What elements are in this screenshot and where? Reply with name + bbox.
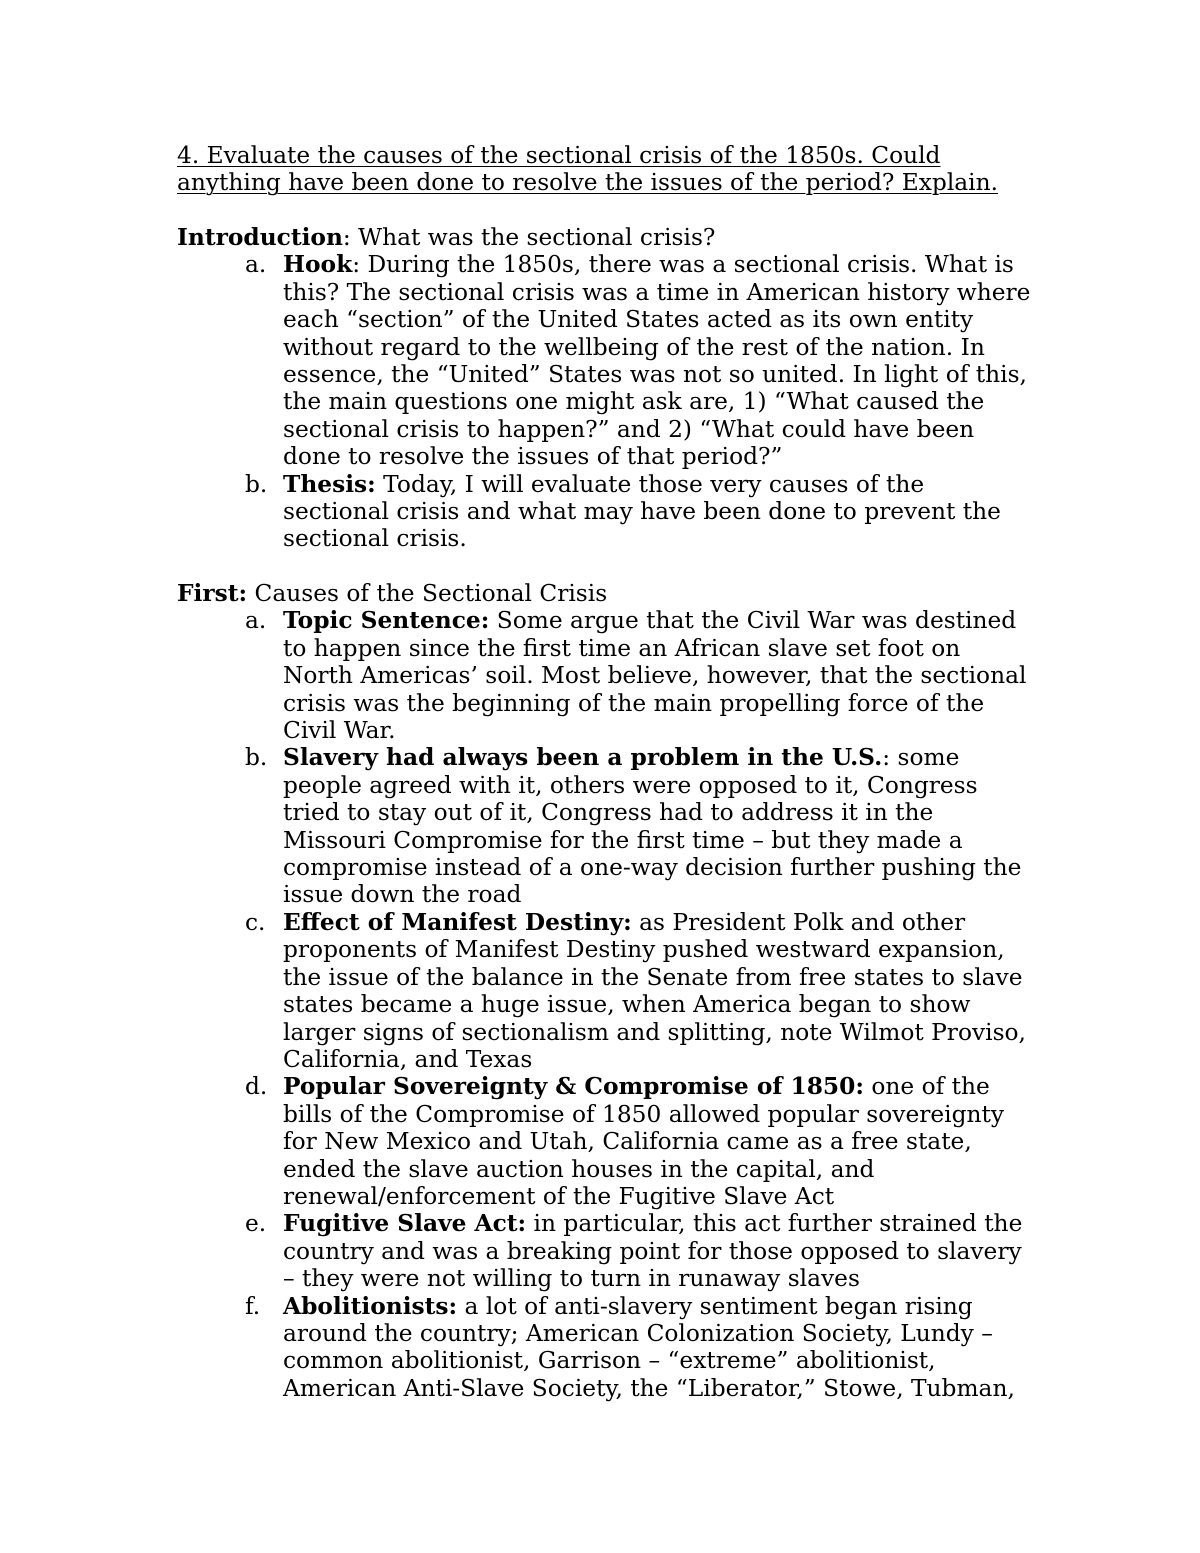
outline-list xyxy=(177,251,1037,552)
item-label: Thesis: xyxy=(283,470,376,498)
item-text: as President Polk and other proponents of Manifest Destiny pushed westward expansion, the issue of the balance in the Senate from free states to slave states became a huge issue, when America began to show larger signs of sectionalism and splitting, note Wilmot Proviso, California, and Texas xyxy=(283,908,1026,1073)
item-label: Slavery had always been a problem in the U.S. xyxy=(283,744,883,772)
item-text: : some people agreed with it, others were opposed to it, Congress tried to stay out of it, Congress had to address it in the Missouri Compromise for the first time – but they made a compromise instead of a one-way decision further pushing the issue down the road xyxy=(283,744,1022,909)
item-label: Abolitionists: xyxy=(283,1292,458,1320)
list-marker: a. xyxy=(245,607,267,635)
list-marker: d. xyxy=(245,1073,268,1101)
list-item xyxy=(177,1210,1037,1292)
section-introduction xyxy=(177,224,1037,553)
item-text: : During the 1850s, there was a sectional crisis. What is this? The sectional crisis was a time in American history where each “section” of the United States acted as its own entity without regard to the wellbeing of the rest of the nation. In essence, the “United” States was not so united. In light of this, the main questions one might ask are, 1) “What caused the sectional crisis to happen?” and 2) “What could have been done to resolve the issues of that period?” xyxy=(283,251,1031,471)
section-heading xyxy=(177,580,1037,607)
list-item-body xyxy=(283,744,1037,908)
list-item-body xyxy=(283,607,1037,744)
item-label: Fugitive Slave Act: xyxy=(283,1210,527,1238)
item-label: Topic Sentence: xyxy=(283,607,490,635)
list-item-body xyxy=(283,1210,1037,1292)
list-item xyxy=(177,471,1037,553)
item-text: Today, I will evaluate those very causes of the sectional crisis and what may have been done to prevent the sectional crisis. xyxy=(283,470,1001,553)
list-marker: e. xyxy=(245,1210,267,1238)
list-item xyxy=(177,1293,1037,1403)
item-text: a lot of anti-slavery sentiment began rising around the country; American Colonization Society, Lundy – common abolitionist, Garrison – “extreme” abolitionist, American Anti-Slave Society, the “Liberator,” Stowe, Tubman, xyxy=(283,1292,1015,1402)
list-marker: f. xyxy=(245,1292,261,1320)
item-text: one of the bills of the Compromise of 1850 allowed popular sovereignty for New Mexico and Utah, California came as a free state, ended the slave auction houses in the capital, and renewal/enforcement of the Fugitive Slave Act xyxy=(283,1073,1005,1210)
list-item-body xyxy=(283,1293,1037,1403)
section-heading-text: Causes of the Sectional Crisis xyxy=(247,580,608,607)
list-item-body xyxy=(283,251,1037,470)
list-marker: a. xyxy=(245,251,267,279)
section-heading xyxy=(177,224,1037,251)
item-text: Some argue that the Civil War was destined to happen since the first time an African slave set foot on North Americas’ soil. Most believe, however, that the sectional crisis was the beginning of the main propelling force of the Civil War. xyxy=(283,607,1027,745)
list-item xyxy=(177,744,1037,908)
question-title: 4. Evaluate the causes of the sectional crisis of the 1850s. Could anything have been done to resolve the issues of the period? Explain. xyxy=(177,142,999,197)
section-first xyxy=(177,580,1037,1402)
list-item xyxy=(177,1073,1037,1210)
section-heading-label: First: xyxy=(177,580,248,607)
list-item-body xyxy=(283,1073,1037,1210)
item-label: Effect of Manifest Destiny: xyxy=(283,908,632,936)
section-heading-text: : What was the sectional crisis? xyxy=(342,224,716,251)
section-heading-label: Introduction xyxy=(177,224,343,251)
list-item-body xyxy=(283,471,1037,553)
list-item xyxy=(177,251,1037,470)
item-label: Popular Sovereignty & Compromise of 1850: xyxy=(283,1073,864,1101)
list-marker: c. xyxy=(245,908,266,936)
list-item xyxy=(177,909,1037,1073)
item-text: in particular, this act further strained the country and was a breaking point for those opposed to slavery – they were not willing to turn in runaway slaves xyxy=(283,1210,1023,1293)
list-item xyxy=(177,607,1037,744)
list-item-body xyxy=(283,909,1037,1073)
item-label: Hook xyxy=(283,251,353,279)
outline-list xyxy=(177,607,1037,1402)
list-marker: b. xyxy=(245,470,268,498)
list-marker: b. xyxy=(245,744,268,772)
